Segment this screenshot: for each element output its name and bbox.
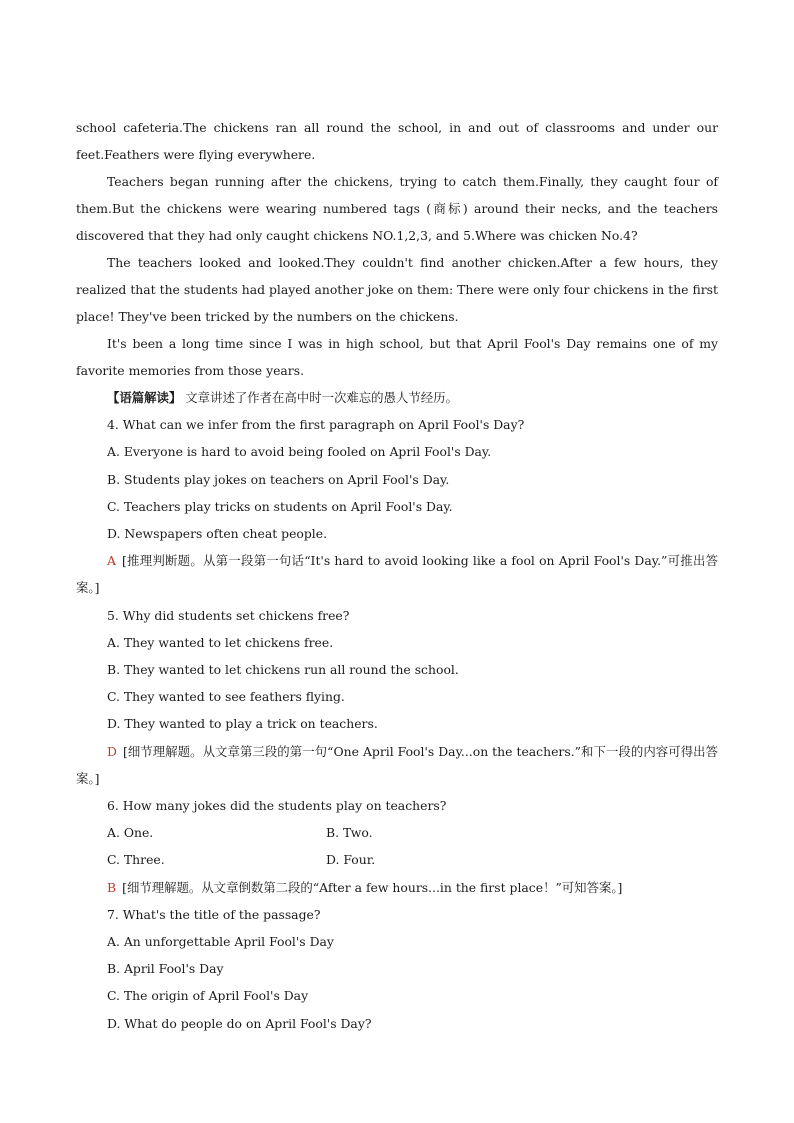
question-5-option-b: B. They wanted to let chickens run all round the school. bbox=[107, 662, 459, 678]
question-5-stem: 5. Why did students set chickens free? bbox=[107, 607, 350, 623]
question-6-options-row-2 bbox=[76, 846, 718, 873]
question-7-option-c: C. The origin of April Fool's Day bbox=[107, 988, 309, 1004]
answer-letter: B bbox=[107, 879, 117, 895]
answer-explanation: [细节理解题。从文章第三段的第一句“One April Fool's Day...on the teachers.”和下一段的内容可得出答案。] bbox=[76, 743, 718, 786]
question-6-answer bbox=[76, 874, 718, 901]
passage-paragraph-1: school cafeteria.The chickens ran all round the school, in and out of classrooms and under our feet.Feathers were flying everywhere. bbox=[76, 120, 718, 162]
question-6-option-b: B. Two. bbox=[326, 825, 373, 841]
question-5-option-d: D. They wanted to play a trick on teachers. bbox=[107, 716, 378, 732]
question-4-option-d: D. Newspapers often cheat people. bbox=[107, 526, 328, 542]
passage-paragraph-2: Teachers began running after the chickens, trying to catch them.Finally, they caught four of them.But the chickens were wearing numbered tags (商标) around their necks, and the teachers discovered that they had only caught chickens NO.1,2,3, and 5.Where was chicken No.4? bbox=[76, 174, 718, 243]
question-4-stem: 4. What can we infer from the first paragraph on April Fool's Day? bbox=[107, 417, 525, 433]
question-6-stem: 6. How many jokes did the students play on teachers? bbox=[107, 798, 447, 814]
question-6-option-c: C. Three. bbox=[107, 852, 165, 868]
analysis-text: 文章讲述了作者在高中时一次难忘的愚人节经历。 bbox=[185, 390, 458, 405]
question-4-option-c: C. Teachers play tricks on students on April Fool's Day. bbox=[107, 498, 453, 514]
answer-explanation: [细节理解题。从文章倒数第二段的“After a few hours...in the first place！”可知答案。] bbox=[122, 879, 623, 895]
answer-explanation: [推理判断题。从第一段第一句话“It's hard to avoid looking like a fool on April Fool's Day.”可推出答案。] bbox=[76, 553, 718, 596]
question-4-option-a: A. Everyone is hard to avoid being fooled on April Fool's Day. bbox=[107, 444, 492, 460]
question-6-option-a: A. One. bbox=[107, 825, 154, 841]
question-5-option-c: C. They wanted to see feathers flying. bbox=[107, 689, 345, 705]
question-6-options-row-1 bbox=[76, 819, 718, 846]
page-content bbox=[76, 114, 718, 1037]
question-6-option-d: D. Four. bbox=[326, 852, 376, 868]
question-7-option-a: A. An unforgettable April Fool's Day bbox=[107, 934, 334, 950]
passage-paragraph-3: The teachers looked and looked.They couldn't find another chicken.After a few hours, they realized that the students had played another joke on them: There were only four chickens in the first place! They've been tricked by the numbers on the chickens. bbox=[76, 255, 718, 324]
question-4-answer bbox=[76, 547, 718, 601]
question-4-option-b: B. Students play jokes on teachers on April Fool's Day. bbox=[107, 471, 450, 487]
question-5-answer bbox=[76, 738, 718, 792]
question-5-option-a: A. They wanted to let chickens free. bbox=[107, 634, 334, 650]
passage-paragraph-4: It's been a long time since I was in high school, but that April Fool's Day remains one of my favorite memories from those years. bbox=[76, 336, 718, 378]
question-7-stem: 7. What's the title of the passage? bbox=[107, 906, 321, 922]
discourse-analysis bbox=[76, 384, 718, 411]
question-7-option-b: B. April Fool's Day bbox=[107, 961, 224, 977]
analysis-label: 【语篇解读】 bbox=[107, 390, 182, 405]
question-7-option-d: D. What do people do on April Fool's Day? bbox=[107, 1015, 372, 1031]
answer-letter: A bbox=[107, 553, 116, 569]
answer-letter: D bbox=[107, 743, 117, 759]
